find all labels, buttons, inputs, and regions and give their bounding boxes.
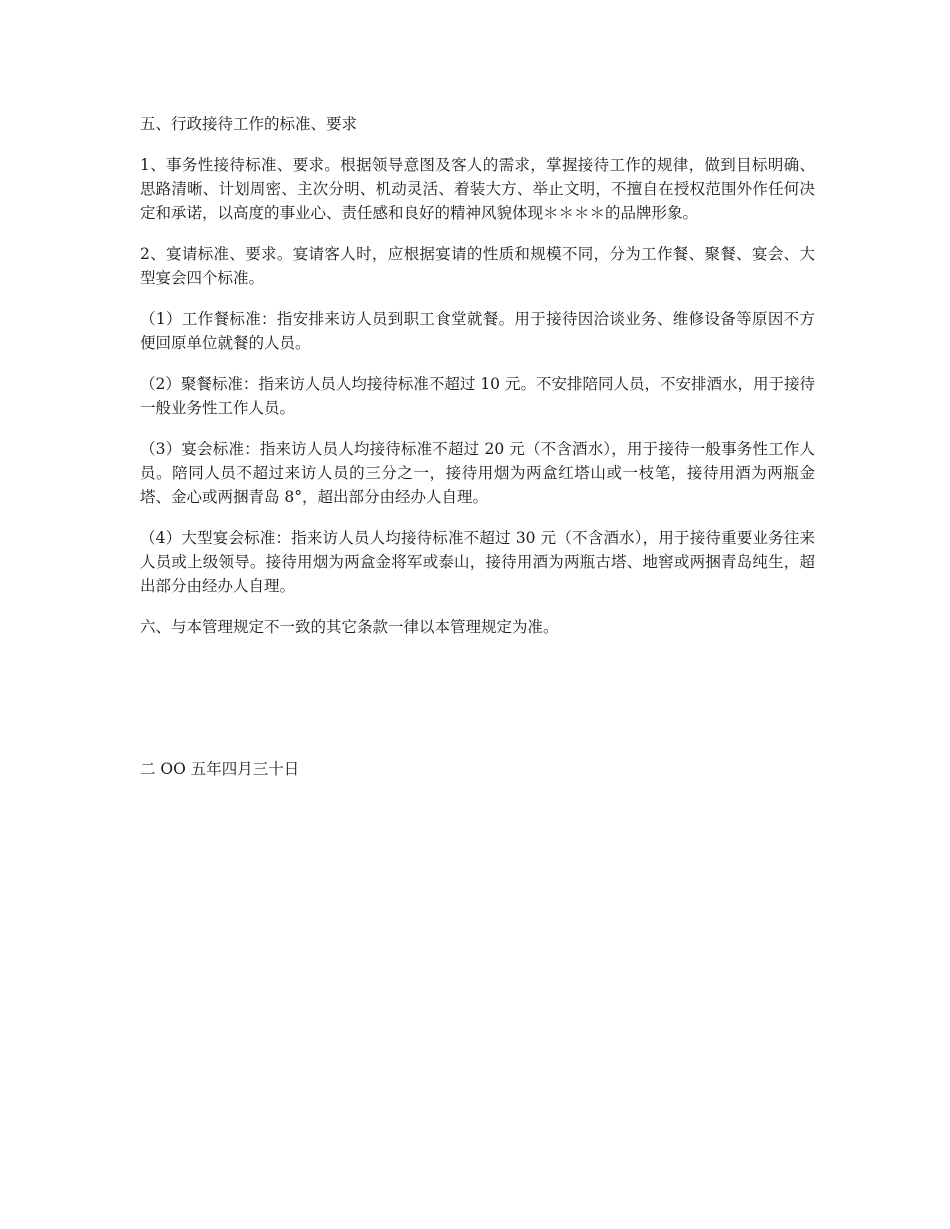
paragraph-reception-standards: 1、事务性接待标准、要求。根据领导意图及客人的需求，掌握接待工作的规律，做到目标明确、思路清晰、计划周密、主次分明、机动灵活、着装大方、举止文明，不擅自在授权范围外作任何决定和承诺，以高度的事业心、责任感和良好的精神风貌体现＊＊＊＊的品牌形象。 — [140, 156, 815, 222]
paragraph-banquet-standards: 2、宴请标准、要求。宴请客人时，应根据宴请的性质和规模不同，分为工作餐、聚餐、宴会、大型宴会四个标准。 — [140, 245, 815, 287]
document-body — [140, 112, 815, 639]
section-6-heading: 六、与本管理规定不一致的其它条款一律以本管理规定为准。 — [140, 618, 559, 636]
paragraph-large-banquet: （4）大型宴会标准：指来访人员人均接待标准不超过 30 元（不含酒水），用于接待重要业务往来人员或上级领导。接待用烟为两盒金将军或泰山，接待用酒为两瓶古塔、地窖或两捆青岛纯生，超出部分由经办人自理。 — [140, 529, 815, 595]
section-5-heading: 五、行政接待工作的标准、要求 — [140, 115, 358, 133]
paragraph-group-meal: （2）聚餐标准：指来访人员人均接待标准不超过 10 元。不安排陪同人员，不安排酒水，用于接待一般业务性工作人员。 — [140, 375, 815, 417]
paragraph-work-meal: （1）工作餐标准：指安排来访人员到职工食堂就餐。用于接待因洽谈业务、维修设备等原因不方便回原单位就餐的人员。 — [140, 310, 815, 352]
paragraph-banquet: （3）宴会标准：指来访人员人均接待标准不超过 20 元（不含酒水），用于接待一般事务性工作人员。陪同人员不超过来访人员的三分之一，接待用烟为两盒红塔山或一枝笔，接待用酒为两瓶金塔、金心或两捆青岛 8°，超出部分由经办人自理。 — [140, 440, 815, 506]
document-date: 二 OO 五年四月三十日 — [140, 760, 300, 778]
